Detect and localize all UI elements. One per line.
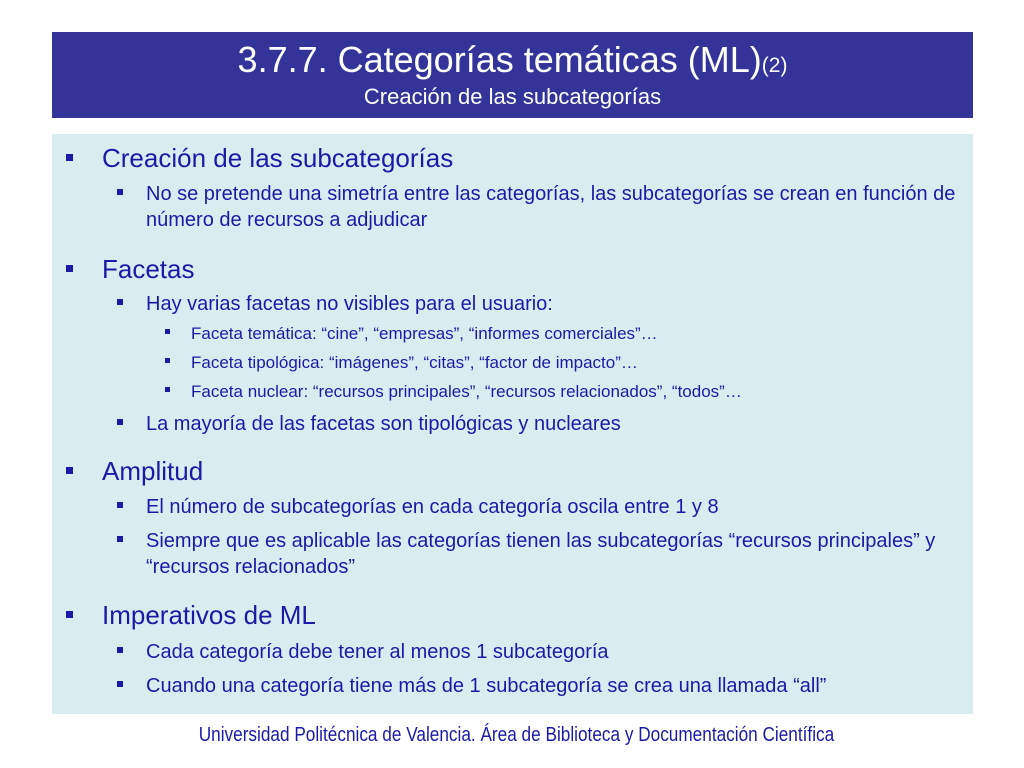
sub-list-item-text: Faceta temática: “cine”, “empresas”, “informes comerciales”… xyxy=(191,324,658,343)
square-bullet-icon xyxy=(117,536,123,542)
list-item xyxy=(146,673,962,699)
list-item xyxy=(146,411,962,437)
list-item-text: Cada categoría debe tener al menos 1 subcategoría xyxy=(146,641,609,663)
square-bullet-icon xyxy=(117,502,123,508)
list-item-text: Cuando una categoría tiene más de 1 subcategoría se crea una llamada “all” xyxy=(146,675,827,697)
square-bullet-icon xyxy=(117,681,123,687)
list-item xyxy=(146,639,962,665)
slide-title-main: 3.7.7. Categorías temáticas (ML) xyxy=(237,39,762,80)
square-bullet-icon xyxy=(165,387,170,392)
square-bullet-icon xyxy=(117,647,123,653)
square-bullet-icon xyxy=(66,154,73,161)
section-heading-text: Amplitud xyxy=(102,456,204,486)
slide-subtitle: Creación de las subcategorías xyxy=(363,84,662,109)
list-item-text: No se pretende una simetría entre las categorías, las subcategorías se crean en función de número de recursos a adjudicar xyxy=(146,183,956,231)
list-item-text: La mayoría de las facetas son tipológicas y nucleares xyxy=(146,413,621,435)
section-heading xyxy=(102,143,453,173)
list-item xyxy=(146,181,962,233)
list-item-text: Hay varias facetas no visibles para el usuario: xyxy=(146,293,553,315)
square-bullet-icon xyxy=(66,467,73,474)
section-heading-text: Facetas xyxy=(102,254,195,284)
list-item xyxy=(146,528,962,580)
section-heading-text: Imperativos de ML xyxy=(102,600,316,630)
square-bullet-icon xyxy=(165,329,170,334)
square-bullet-icon xyxy=(66,265,73,272)
section-heading-text: Creación de las subcategorías xyxy=(102,143,454,173)
footer xyxy=(0,722,1024,748)
square-bullet-icon xyxy=(165,358,170,363)
title-bar xyxy=(52,32,973,118)
square-bullet-icon xyxy=(117,419,123,425)
sub-list-item xyxy=(191,352,961,374)
section-heading xyxy=(102,600,316,630)
list-item xyxy=(146,291,962,317)
list-item xyxy=(146,494,962,520)
square-bullet-icon xyxy=(117,189,123,195)
sub-list-item-text: Faceta tipológica: “imágenes”, “citas”, “factor de impacto”… xyxy=(191,353,638,372)
sub-list-item-text: Faceta nuclear: “recursos principales”, “recursos relacionados”, “todos”… xyxy=(191,382,742,401)
sub-list-item xyxy=(191,381,961,403)
list-item-text: Siempre que es aplicable las categorías tienen las subcategorías “recursos principales” y “recursos relacionados” xyxy=(146,530,936,578)
sub-list-item xyxy=(191,323,961,345)
slide-title-suffix: (2) xyxy=(761,54,788,77)
section-heading xyxy=(102,456,203,486)
square-bullet-icon xyxy=(117,299,123,305)
square-bullet-icon xyxy=(66,611,73,618)
footer-text: Universidad Politécnica de Valencia. Área de Biblioteca y Documentación Científica xyxy=(198,724,834,746)
slide-title xyxy=(52,38,973,88)
list-item-text: El número de subcategorías en cada categoría oscila entre 1 y 8 xyxy=(146,496,719,518)
section-heading xyxy=(102,254,195,284)
